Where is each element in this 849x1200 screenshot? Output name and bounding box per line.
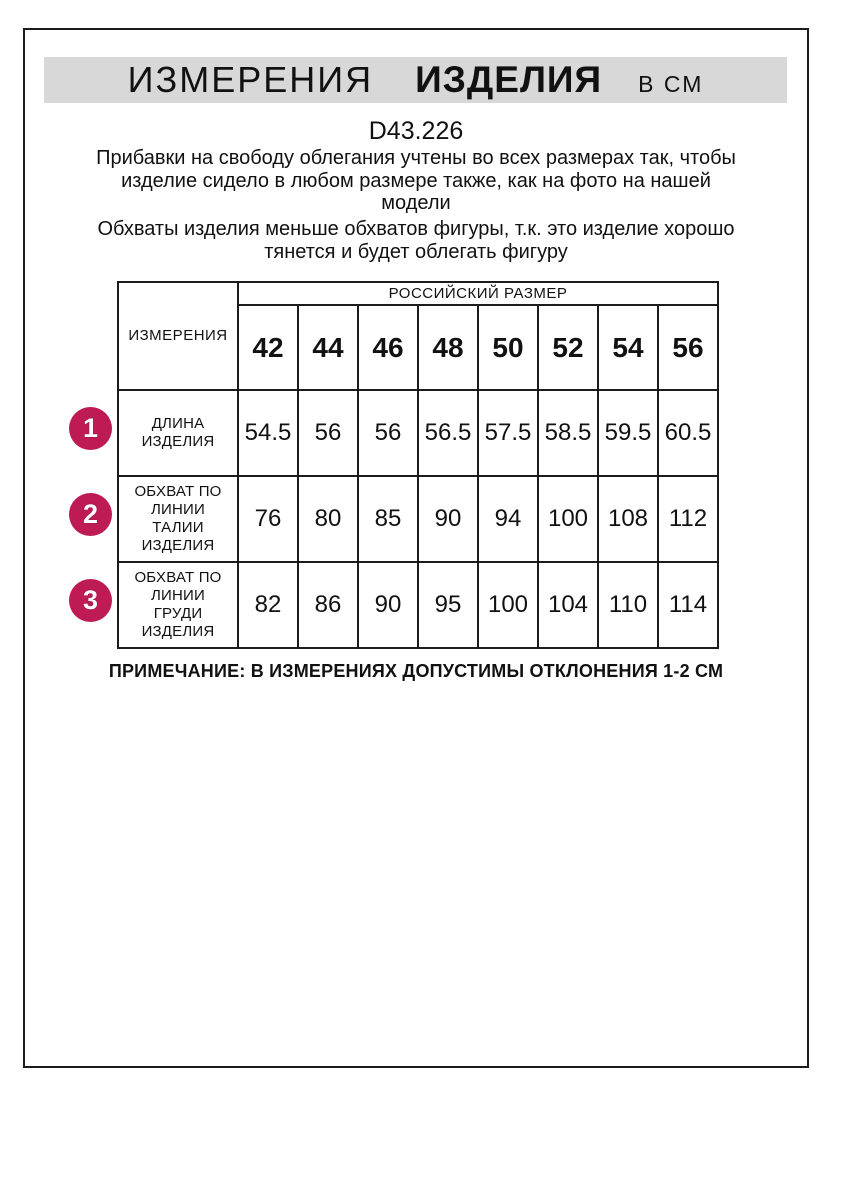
size-column-header: 56: [658, 305, 718, 390]
value-cell: 57.5: [478, 390, 538, 476]
value-cell: 60.5: [658, 390, 718, 476]
table-row-length: [118, 390, 718, 476]
size-column-header: 46: [358, 305, 418, 390]
value-cell: 59.5: [598, 390, 658, 476]
value-cell: 95: [418, 562, 478, 648]
size-column-header: 42: [238, 305, 298, 390]
value-cell: 112: [658, 476, 718, 562]
size-column-header: 48: [418, 305, 478, 390]
value-cell: 114: [658, 562, 718, 648]
intro-line: тянется и будет облегать фигуру: [264, 240, 568, 263]
article-code: D43.226: [368, 117, 464, 145]
row-label-length: ДЛИНА ИЗДЕЛИЯ: [118, 390, 238, 476]
intro-line: Прибавки на свободу облегания учтены во всех размерах так, чтобы: [96, 147, 736, 169]
value-cell: 100: [478, 562, 538, 648]
size-column-header: 44: [298, 305, 358, 390]
intro-line: Обхваты изделия меньше обхватов фигуры, т.к. это изделие хорошо: [97, 218, 735, 240]
value-cell: 76: [238, 476, 298, 562]
intro-line: изделие сидело в любом размере также, как на фото на нашей: [121, 169, 711, 192]
value-cell: 56: [358, 390, 418, 476]
size-column-header: 50: [478, 305, 538, 390]
title-product: ИЗДЕЛИЯ: [415, 59, 603, 100]
size-column-header: 52: [538, 305, 598, 390]
value-cell: 108: [598, 476, 658, 562]
table-corner-header: ИЗМЕРЕНИЯ: [118, 282, 238, 390]
title-units: В СМ: [638, 71, 704, 97]
row-label-chest: ОБХВАТ ПО ЛИНИИ ГРУДИ ИЗДЕЛИЯ: [118, 562, 238, 648]
value-cell: 90: [418, 476, 478, 562]
value-cell: 82: [238, 562, 298, 648]
value-cell: 56.5: [418, 390, 478, 476]
value-cell: 90: [358, 562, 418, 648]
title-bar: [44, 57, 787, 103]
value-cell: 80: [298, 476, 358, 562]
row-number-badge-1: 1: [69, 407, 112, 450]
table-group-header: РОССИЙСКИЙ РАЗМЕР: [238, 282, 718, 305]
value-cell: 86: [298, 562, 358, 648]
value-cell: 94: [478, 476, 538, 562]
title-measurements: ИЗМЕРЕНИЯ: [127, 59, 374, 100]
size-table: [117, 281, 719, 649]
row-number-badge-3: 3: [69, 579, 112, 622]
value-cell: 100: [538, 476, 598, 562]
value-cell: 56: [298, 390, 358, 476]
value-cell: 110: [598, 562, 658, 648]
row-number-badge-2: 2: [69, 493, 112, 536]
value-cell: 104: [538, 562, 598, 648]
value-cell: 58.5: [538, 390, 598, 476]
value-cell: 54.5: [238, 390, 298, 476]
row-label-waist: ОБХВАТ ПО ЛИНИИ ТАЛИИ ИЗДЕЛИЯ: [118, 476, 238, 562]
size-column-header: 54: [598, 305, 658, 390]
table-row-waist: [118, 476, 718, 562]
value-cell: 85: [358, 476, 418, 562]
intro-line: модели: [381, 192, 451, 214]
table-row-chest: [118, 562, 718, 648]
intro-paragraph-fit-note: [23, 147, 809, 215]
tolerance-footnote: ПРИМЕЧАНИЕ: В ИЗМЕРЕНИЯХ ДОПУСТИМЫ ОТКЛОНЕНИЯ 1-2 СМ: [108, 661, 724, 681]
intro-paragraph-stretch-note: [23, 218, 809, 263]
